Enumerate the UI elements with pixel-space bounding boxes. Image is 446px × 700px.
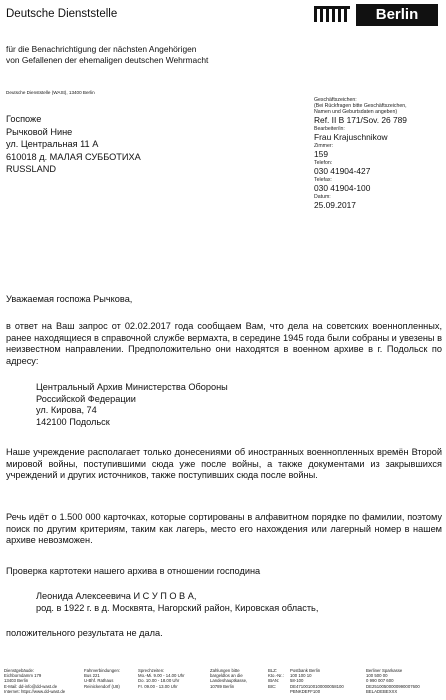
footer-text: E-Mail: dd-info@dd-wast.de: [4, 683, 58, 689]
footer-text: 58-100: [290, 678, 304, 684]
footer-text: Postbank Berlin: [290, 668, 321, 673]
footer: [0, 668, 446, 700]
footer-address: [4, 668, 65, 694]
footer-text: DE25100500000990007600: [366, 683, 420, 689]
paragraph-check: Проверка картотеки нашего архива в отношении господина: [6, 566, 261, 576]
footer-text: DE47100100100000058100: [290, 683, 344, 689]
footer-text: Sprechzeiten:: [138, 668, 165, 673]
archive-address-line: Центральный Архив Министерства Обороны: [36, 382, 228, 392]
fax-value: 030 41904-100: [314, 183, 371, 193]
footer-transport: [84, 668, 120, 689]
reference-block: [314, 97, 442, 211]
recipient-line: RUSSLAND: [6, 164, 57, 174]
archive-address-line: Российской Федерации: [36, 393, 136, 404]
footer-text: Reinickendorf (U8): [84, 683, 120, 689]
person-details: [36, 591, 318, 614]
footer-postbank: [290, 668, 344, 694]
org-subtitle-line: für die Benachrichtigung der nächsten Angehörigen: [6, 44, 197, 54]
footer-text: 10789 Berlin: [210, 683, 235, 689]
footer-text: 0 990 007 600: [366, 678, 394, 684]
footer-text: Mo.-Mi. 9.00 - 14.00 Uhr: [138, 673, 185, 679]
clerk-label: Bearbeiter/in:: [314, 126, 345, 132]
footer-payment: [210, 668, 247, 689]
reference-note: (Bei Rückfragen bitte Geschäftszeichen,: [314, 103, 407, 109]
person-name: Леонида Алексеевича И С У П О В А,: [36, 591, 197, 601]
person-birth: род. в 1922 г. в д. Москвята, Нагорский район, Кировская область,: [36, 602, 319, 613]
logo-text: Berlin: [356, 4, 438, 26]
footer-text: bargeldlos an die: [210, 673, 243, 679]
footer-text: 100 100 10: [290, 673, 312, 679]
date-value: 25.09.2017: [314, 200, 356, 210]
paragraph-intro: в ответ на Ваш запрос от 02.02.2017 года сообщаем Вам, что дела на советских военнопленных, ранее находящиеся в справочной службе вермахта, в середине 1945 года были собраны и увезены в неизвестном направлении. Предположительно они находятся в военном архиве в г. Подольск по адресу:: [6, 321, 442, 367]
phone-value: 030 41904-427: [314, 166, 371, 176]
footer-text: PBNKDEFF100: [290, 688, 321, 694]
footer-text: BELADEBEXXX: [366, 688, 398, 694]
room-label: Zimmer:: [314, 143, 334, 149]
org-subtitle-line: von Gefallenen der ehemaligen deutschen Wehrmacht: [6, 55, 209, 65]
recipient-line: 610018 д. МАЛАЯ СУББОТИХА: [6, 151, 141, 162]
footer-text: Do. 10.00 - 18.00 Uhr: [138, 678, 180, 684]
reference-label: Geschäftszeichen:: [314, 97, 357, 103]
recipient-line: Госпоже: [6, 114, 42, 124]
date-label: Datum:: [314, 194, 331, 200]
footer-text: Kto.-Nr.:: [268, 673, 284, 679]
phone-label: Telefon:: [314, 160, 333, 166]
recipient-line: Рычковой Нине: [6, 126, 73, 137]
footer-hours: [138, 668, 185, 689]
footer-sparkasse: [366, 668, 420, 694]
reference-value: Ref. II B 171/Sov. 26 789: [314, 115, 407, 125]
footer-text: Fahrverbindungen:: [84, 668, 121, 673]
paragraph-cards: Речь идёт о 1.500 000 карточках, которые сортированы в алфавитном порядке по фамилии, поэтому поиск по другим критериям, таким как лагерь, место его нахождения или лагерный номер в нашем архиве невозможен.: [6, 512, 442, 546]
recipient-line: ул. Центральная 11 А: [6, 139, 99, 149]
reference-note: Namen und Geburtsdaten angeben): [314, 109, 398, 115]
fax-label: Telefax:: [314, 177, 332, 183]
footer-text: Zahlungen bitte: [210, 668, 240, 673]
room-value: 159: [314, 149, 328, 159]
footer-text: Eichborndamm 179: [4, 673, 42, 679]
clerk-value: Frau Krajuschnikow: [314, 132, 388, 142]
footer-text: Bus 221: [84, 673, 100, 679]
salutation: Уважаемая госпожа Рычкова,: [6, 294, 133, 304]
berlin-logo: [314, 4, 440, 26]
footer-text: Landeshauptkasse,: [210, 678, 248, 684]
footer-text: U-Bhf. Rathaus: [84, 678, 114, 684]
footer-text: BLZ:: [268, 668, 278, 673]
archive-address: [36, 382, 228, 429]
brandenburg-gate-icon: [314, 6, 354, 22]
sender-line: Deutsche Dienststelle (WASt), 13400 Berlin: [6, 90, 95, 95]
archive-address-line: 142100 Подольск: [36, 417, 110, 428]
footer-bank-labels: [268, 668, 284, 689]
paragraph-holdings: Наше учреждение располагает только донесениями об иностранных военнопленных времён Второй мировой войны, поступившими сюда уже после войны, а также документами из закрывшихся учреждений и других источников, также поступивших сюда после войны.: [6, 447, 442, 481]
footer-text: IBAN:: [268, 678, 280, 684]
footer-text: 13403 Berlin: [4, 678, 29, 684]
paragraph-result: положительного результата не дала.: [6, 628, 163, 638]
footer-text: BIC:: [268, 683, 277, 689]
footer-text: Berliner Sparkasse: [366, 668, 403, 673]
org-subtitle: [6, 44, 306, 66]
footer-text: 100 500 00: [366, 673, 388, 679]
archive-address-line: ул. Кирова, 74: [36, 405, 97, 416]
recipient-address: [6, 113, 141, 176]
footer-text: Fr. 09.00 - 13.00 Uhr: [138, 683, 178, 689]
org-title: Deutsche Dienststelle: [6, 8, 118, 20]
footer-text: Dienstgebäude:: [4, 668, 35, 673]
footer-text: Internet: https://www.dd-wast.de: [4, 688, 66, 694]
